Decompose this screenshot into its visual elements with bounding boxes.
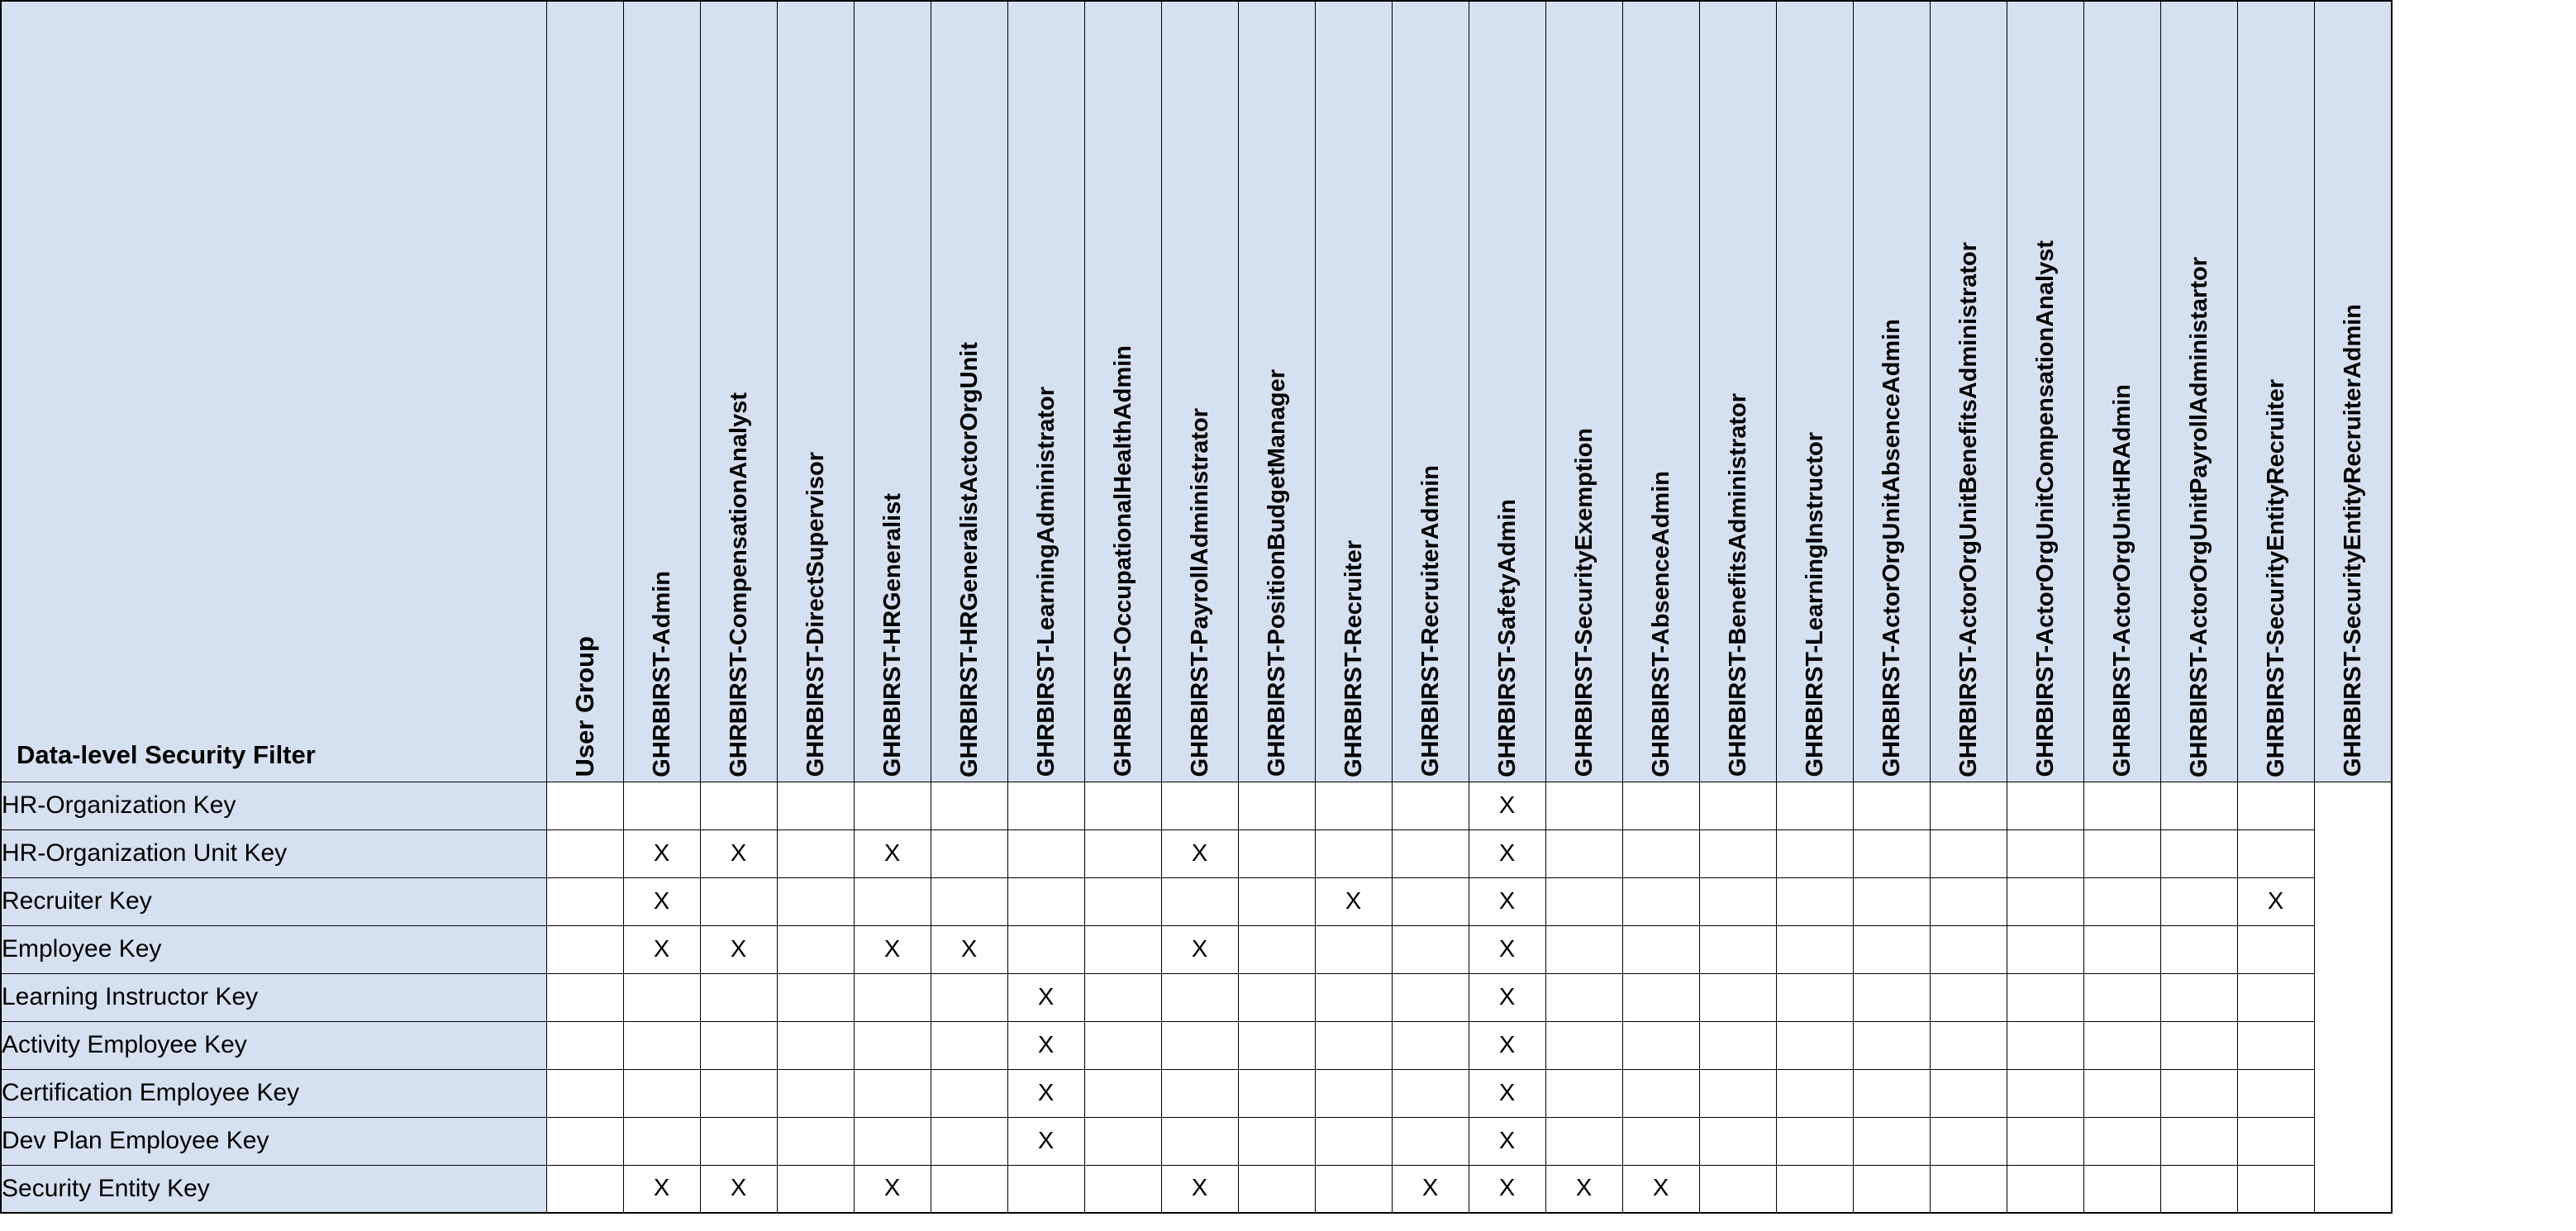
matrix-cell <box>1084 1021 1161 1069</box>
column-header-label: GHRBIRST-CompensationAnalyst <box>725 392 752 777</box>
matrix-cell <box>1161 877 1238 925</box>
matrix-cell <box>2083 829 2160 877</box>
matrix-cell: X <box>854 925 931 973</box>
matrix-cell <box>1084 829 1161 877</box>
matrix-cell <box>1007 877 1084 925</box>
column-header <box>1699 1 1776 782</box>
column-header <box>931 1 1007 782</box>
column-header-label: GHRBIRST-ActorOrgUnitAbsenceAdmin <box>1878 319 1905 777</box>
matrix-cell <box>777 1165 854 1213</box>
matrix-cell <box>1392 829 1469 877</box>
matrix-cell <box>1930 1165 2007 1213</box>
matrix-cell <box>1853 1069 1930 1117</box>
row-label: Certification Employee Key <box>1 1069 546 1117</box>
matrix-cell <box>2237 829 2314 877</box>
matrix-cell <box>1853 782 1930 829</box>
matrix-cell: X <box>623 1165 700 1213</box>
matrix-cell <box>1238 925 1315 973</box>
matrix-cell <box>1161 1021 1238 1069</box>
matrix-cell <box>931 829 1007 877</box>
matrix-cell <box>1930 1117 2007 1165</box>
matrix-cell: X <box>1469 1069 1545 1117</box>
matrix-cell <box>1392 1117 1469 1165</box>
matrix-cell: X <box>1007 1021 1084 1069</box>
matrix-cell <box>931 782 1007 829</box>
column-header <box>1545 1 1622 782</box>
user-group-spacer-cell <box>546 925 623 973</box>
matrix-cell <box>1392 973 1469 1021</box>
matrix-cell: X <box>1161 925 1238 973</box>
matrix-cell <box>1545 877 1622 925</box>
matrix-cell <box>700 782 777 829</box>
matrix-cell <box>854 1069 931 1117</box>
matrix-cell <box>1853 877 1930 925</box>
matrix-cell: X <box>1007 1117 1084 1165</box>
matrix-cell <box>2237 1021 2314 1069</box>
matrix-cell <box>2007 925 2083 973</box>
matrix-cell <box>2160 1069 2237 1117</box>
column-header-label: GHRBIRST-SecurityEntityRecruiter <box>2262 378 2289 777</box>
matrix-cell <box>1007 1165 1084 1213</box>
matrix-cell <box>1315 829 1392 877</box>
matrix-cell <box>2007 1021 2083 1069</box>
column-header <box>1161 1 1238 782</box>
matrix-cell: X <box>700 829 777 877</box>
matrix-cell <box>2007 1165 2083 1213</box>
matrix-cell <box>1238 829 1315 877</box>
row-label: Security Entity Key <box>1 1165 546 1213</box>
matrix-cell <box>1930 782 2007 829</box>
matrix-cell <box>2237 1117 2314 1165</box>
matrix-cell <box>1545 973 1622 1021</box>
matrix-cell <box>1392 925 1469 973</box>
matrix-body <box>1 782 2392 1213</box>
column-header-label: GHRBIRST-PositionBudgetManager <box>1263 369 1290 777</box>
matrix-cell <box>1776 925 1853 973</box>
column-header-label: GHRBIRST-PayrollAdministrator <box>1186 408 1213 777</box>
matrix-cell <box>2007 1117 2083 1165</box>
matrix-cell <box>931 1117 1007 1165</box>
column-header <box>854 1 931 782</box>
matrix-cell <box>1161 973 1238 1021</box>
matrix-cell <box>1699 1021 1776 1069</box>
column-header <box>1084 1 1161 782</box>
column-header-label: GHRBIRST-LearningInstructor <box>1801 432 1828 777</box>
row-label: Recruiter Key <box>1 877 546 925</box>
matrix-cell: X <box>623 877 700 925</box>
user-group-spacer-cell <box>546 973 623 1021</box>
header-row <box>1 1 2392 782</box>
matrix-cell <box>1622 1021 1699 1069</box>
matrix-cell <box>1084 1165 1161 1213</box>
table-row <box>1 1165 2392 1213</box>
matrix-cell: X <box>1469 829 1545 877</box>
matrix-cell: X <box>931 925 1007 973</box>
matrix-cell <box>1545 829 1622 877</box>
matrix-cell: X <box>1469 973 1545 1021</box>
matrix-cell <box>700 1069 777 1117</box>
matrix-cell <box>1007 782 1084 829</box>
column-header-label: GHRBIRST-ActorOrgUnitCompensationAnalyst <box>2031 240 2059 777</box>
matrix-cell <box>1392 1069 1469 1117</box>
matrix-cell: X <box>1545 1165 1622 1213</box>
column-header <box>623 1 700 782</box>
matrix-cell <box>1392 1021 1469 1069</box>
matrix-cell <box>1392 782 1469 829</box>
matrix-cell <box>1622 1117 1699 1165</box>
matrix-cell: X <box>1469 925 1545 973</box>
table-row <box>1 1069 2392 1117</box>
matrix-cell <box>1699 925 1776 973</box>
matrix-cell <box>1161 1069 1238 1117</box>
matrix-header <box>1 1 2392 782</box>
matrix-cell <box>1853 973 1930 1021</box>
matrix-cell <box>1930 1021 2007 1069</box>
matrix-cell <box>1238 973 1315 1021</box>
matrix-cell <box>1315 1165 1392 1213</box>
matrix-cell <box>1930 925 2007 973</box>
matrix-cell <box>1776 973 1853 1021</box>
matrix-cell <box>1622 782 1699 829</box>
matrix-cell <box>1161 1117 1238 1165</box>
column-header-label: GHRBIRST-OccupationalHealthAdmin <box>1109 345 1136 777</box>
matrix-cell: X <box>700 1165 777 1213</box>
matrix-cell <box>700 1021 777 1069</box>
matrix-cell <box>2160 1165 2237 1213</box>
matrix-cell <box>1392 877 1469 925</box>
matrix-cell <box>1853 1021 1930 1069</box>
matrix-cell: X <box>854 829 931 877</box>
matrix-cell <box>2083 877 2160 925</box>
matrix-cell <box>1930 829 2007 877</box>
user-group-spacer-cell <box>546 782 623 829</box>
matrix-cell <box>1853 1165 1930 1213</box>
corner-header-label: Data-level Security Filter <box>17 739 316 769</box>
matrix-cell <box>1776 1021 1853 1069</box>
column-header <box>1392 1 1469 782</box>
matrix-cell <box>931 1069 1007 1117</box>
column-header <box>2160 1 2237 782</box>
column-header-label: GHRBIRST-ActorOrgUnitBenefitsAdministrator <box>1955 241 1982 777</box>
matrix-cell: X <box>1161 829 1238 877</box>
row-label: HR-Organization Key <box>1 782 546 829</box>
matrix-cell <box>854 973 931 1021</box>
matrix-cell: X <box>623 925 700 973</box>
matrix-cell <box>854 1117 931 1165</box>
matrix-cell <box>1699 1165 1776 1213</box>
user-group-header <box>546 1 623 782</box>
matrix-cell <box>1776 1117 1853 1165</box>
column-header <box>1238 1 1315 782</box>
matrix-cell <box>1545 782 1622 829</box>
column-header <box>2007 1 2083 782</box>
matrix-cell <box>1315 973 1392 1021</box>
matrix-cell <box>1315 1117 1392 1165</box>
matrix-cell: X <box>1469 1021 1545 1069</box>
matrix-cell <box>1622 925 1699 973</box>
matrix-cell <box>1545 1021 1622 1069</box>
matrix-cell: X <box>1007 973 1084 1021</box>
matrix-cell: X <box>1469 1165 1545 1213</box>
matrix-cell <box>1776 829 1853 877</box>
user-group-spacer-cell <box>546 877 623 925</box>
row-label: Learning Instructor Key <box>1 973 546 1021</box>
matrix-cell <box>1007 829 1084 877</box>
matrix-cell: X <box>1161 1165 1238 1213</box>
matrix-cell <box>931 1165 1007 1213</box>
column-header <box>2314 1 2392 782</box>
column-header <box>1469 1 1545 782</box>
row-label: Employee Key <box>1 925 546 973</box>
table-row <box>1 973 2392 1021</box>
user-group-spacer-cell <box>546 1069 623 1117</box>
matrix-cell <box>1315 925 1392 973</box>
matrix-cell <box>931 877 1007 925</box>
matrix-cell <box>931 973 1007 1021</box>
matrix-cell <box>623 1117 700 1165</box>
column-header-label: GHRBIRST-SafetyAdmin <box>1493 498 1521 777</box>
matrix-cell <box>1622 1069 1699 1117</box>
row-label: Dev Plan Employee Key <box>1 1117 546 1165</box>
column-header-label: GHRBIRST-DirectSupervisor <box>802 452 829 777</box>
matrix-cell <box>2007 829 2083 877</box>
matrix-cell <box>623 1021 700 1069</box>
matrix-cell <box>1622 973 1699 1021</box>
table-row <box>1 829 2392 877</box>
matrix-cell <box>2007 782 2083 829</box>
column-header <box>777 1 854 782</box>
matrix-cell: X <box>700 925 777 973</box>
matrix-cell <box>2237 1165 2314 1213</box>
row-label: HR-Organization Unit Key <box>1 829 546 877</box>
matrix-cell <box>700 1117 777 1165</box>
matrix-cell <box>1545 1117 1622 1165</box>
matrix-cell <box>777 1069 854 1117</box>
matrix-cell <box>1315 1021 1392 1069</box>
matrix-cell <box>777 1117 854 1165</box>
user-group-spacer-cell <box>546 1117 623 1165</box>
matrix-cell <box>2237 973 2314 1021</box>
matrix-cell <box>700 973 777 1021</box>
matrix-cell <box>1238 782 1315 829</box>
column-header <box>2237 1 2314 782</box>
column-header-label: GHRBIRST-HRGeneralist <box>879 493 906 777</box>
matrix-cell <box>1622 877 1699 925</box>
column-header-label: GHRBIRST-RecruiterAdmin <box>1417 465 1444 777</box>
matrix-cell <box>1930 1069 2007 1117</box>
matrix-cell: X <box>623 829 700 877</box>
column-header-label: GHRBIRST-BenefitsAdministrator <box>1724 393 1751 777</box>
user-group-spacer-cell <box>546 1021 623 1069</box>
matrix-cell <box>1084 1117 1161 1165</box>
matrix-cell <box>1084 782 1161 829</box>
matrix-cell <box>777 782 854 829</box>
matrix-cell <box>1238 877 1315 925</box>
matrix-cell <box>1315 1069 1392 1117</box>
matrix-cell: X <box>1315 877 1392 925</box>
matrix-cell <box>1699 782 1776 829</box>
matrix-cell <box>777 829 854 877</box>
matrix-cell <box>2083 782 2160 829</box>
matrix-cell <box>2237 1069 2314 1117</box>
column-header-label: GHRBIRST-SecurityExemption <box>1570 428 1598 777</box>
matrix-cell: X <box>2237 877 2314 925</box>
matrix-cell <box>2160 1021 2237 1069</box>
column-header <box>700 1 777 782</box>
column-header <box>1776 1 1853 782</box>
table-row <box>1 1021 2392 1069</box>
table-row <box>1 877 2392 925</box>
matrix-cell <box>1084 925 1161 973</box>
matrix-cell <box>1161 782 1238 829</box>
table-row <box>1 925 2392 973</box>
column-header-label: User Group <box>569 635 599 777</box>
column-header <box>1930 1 2007 782</box>
column-header-label: GHRBIRST-SecurityEntityRecruiterAdmin <box>2339 304 2366 777</box>
user-group-spacer-cell <box>546 829 623 877</box>
matrix-cell <box>2083 1117 2160 1165</box>
column-header <box>1622 1 1699 782</box>
column-header <box>1007 1 1084 782</box>
matrix-cell <box>1622 829 1699 877</box>
matrix-cell <box>1315 782 1392 829</box>
matrix-cell <box>1238 1117 1315 1165</box>
matrix-cell <box>1699 877 1776 925</box>
matrix-cell <box>2160 829 2237 877</box>
matrix-cell <box>2160 877 2237 925</box>
matrix-cell <box>777 877 854 925</box>
matrix-cell <box>1084 877 1161 925</box>
column-header-label: GHRBIRST-Admin <box>648 570 675 777</box>
column-header <box>1853 1 1930 782</box>
matrix-cell <box>2083 1165 2160 1213</box>
matrix-cell <box>854 877 931 925</box>
matrix-cell <box>623 782 700 829</box>
matrix-cell <box>1545 1069 1622 1117</box>
matrix-cell <box>1238 1021 1315 1069</box>
matrix-cell <box>1853 829 1930 877</box>
matrix-cell <box>1699 973 1776 1021</box>
matrix-cell <box>1238 1165 1315 1213</box>
matrix-cell <box>777 1021 854 1069</box>
matrix-cell <box>623 973 700 1021</box>
matrix-cell <box>623 1069 700 1117</box>
column-header-label: GHRBIRST-ActorOrgUnitPayrollAdministartor <box>2185 256 2212 777</box>
matrix-cell: X <box>1622 1165 1699 1213</box>
column-header-label: GHRBIRST-AbsenceAdmin <box>1647 470 1674 777</box>
matrix-cell: X <box>1392 1165 1469 1213</box>
matrix-cell <box>2007 973 2083 1021</box>
table-row <box>1 1117 2392 1165</box>
corner-header-cell <box>1 1 546 782</box>
matrix-cell <box>1545 925 1622 973</box>
column-header-label: GHRBIRST-HRGeneralistActorOrgUnit <box>955 341 983 777</box>
matrix-cell <box>1853 1117 1930 1165</box>
column-header-label: GHRBIRST-LearningAdministrator <box>1032 387 1059 777</box>
matrix-cell <box>1699 1069 1776 1117</box>
matrix-cell <box>2160 1117 2237 1165</box>
matrix-cell: X <box>854 1165 931 1213</box>
matrix-cell <box>2083 925 2160 973</box>
matrix-cell: X <box>1469 1117 1545 1165</box>
matrix-cell <box>854 1021 931 1069</box>
matrix-cell <box>2160 925 2237 973</box>
matrix-cell <box>2160 782 2237 829</box>
matrix-cell <box>1084 973 1161 1021</box>
matrix-cell <box>1699 1117 1776 1165</box>
matrix-cell <box>777 973 854 1021</box>
user-group-spacer-cell <box>546 1165 623 1213</box>
matrix-cell <box>777 925 854 973</box>
matrix-cell <box>1776 1069 1853 1117</box>
matrix-cell <box>700 877 777 925</box>
matrix-cell: X <box>1469 782 1545 829</box>
matrix-cell <box>2083 973 2160 1021</box>
matrix-cell: X <box>1007 1069 1084 1117</box>
matrix-cell <box>1699 829 1776 877</box>
row-label: Activity Employee Key <box>1 1021 546 1069</box>
column-header <box>2083 1 2160 782</box>
matrix-cell <box>1930 973 2007 1021</box>
matrix-cell <box>2083 1021 2160 1069</box>
matrix-cell <box>1084 1069 1161 1117</box>
column-header-label: GHRBIRST-Recruiter <box>1340 539 1367 777</box>
matrix-cell <box>1776 1165 1853 1213</box>
matrix-cell <box>1238 1069 1315 1117</box>
matrix-cell <box>1007 925 1084 973</box>
matrix-cell <box>931 1021 1007 1069</box>
matrix-cell: X <box>1469 877 1545 925</box>
matrix-cell <box>1853 925 1930 973</box>
matrix-cell <box>2007 1069 2083 1117</box>
matrix-cell <box>1776 782 1853 829</box>
table-row <box>1 782 2392 829</box>
column-header <box>1315 1 1392 782</box>
column-header-label: GHRBIRST-ActorOrgUnitHRAdmin <box>2108 384 2136 777</box>
matrix-cell <box>1930 877 2007 925</box>
matrix-cell <box>2160 973 2237 1021</box>
matrix-cell <box>1776 877 1853 925</box>
matrix-cell <box>2083 1069 2160 1117</box>
matrix-cell <box>2007 877 2083 925</box>
matrix-cell <box>2237 782 2314 829</box>
matrix-cell <box>2237 925 2314 973</box>
matrix-cell <box>854 782 931 829</box>
